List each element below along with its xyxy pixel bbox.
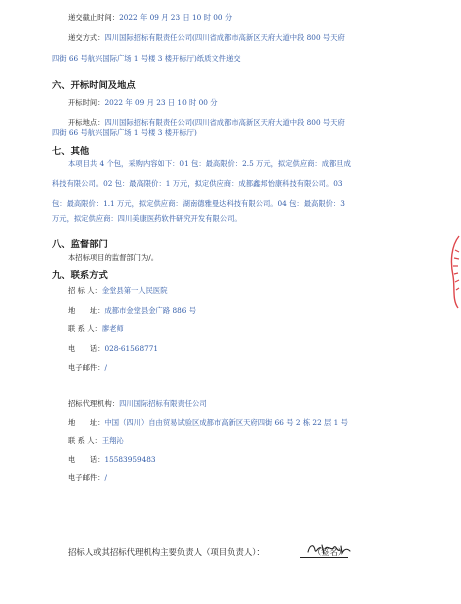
handwritten-signature xyxy=(304,540,354,558)
tenderer-address-label: 地 址： xyxy=(68,306,105,315)
agency-label: 招标代理机构： xyxy=(68,399,120,408)
agency-phone-row xyxy=(68,455,156,465)
section-9-title: 九、联系方式 xyxy=(52,270,108,281)
tenderer-contact-value: 廖老师 xyxy=(101,324,124,333)
other-line-2: 科技有限公司。02 包：最高限价：1 万元，拟定供应商：成都鑫邦怡康科技有限公司。03 xyxy=(52,179,343,188)
opening-time-label: 开标时间： xyxy=(68,98,105,107)
method-value-1: 四川国际招标有限责任公司(四川省成都市高新区天府大道中段 800 号天府 xyxy=(104,33,345,42)
opening-place-value-1: 四川国际招标有限责任公司(四川省成都市高新区天府大道中段 800 号天府 xyxy=(104,118,345,127)
agency-value: 四川国际招标有限责任公司 xyxy=(119,399,207,408)
method-line xyxy=(68,33,345,43)
signature-label: 招标人或其招标代理机构主要负责人（项目负责人）： xyxy=(68,547,265,557)
agency-email-row xyxy=(68,473,107,483)
tenderer-email-row xyxy=(68,363,107,373)
tenderer-address-value: 成都市金堂县金广路 886 号 xyxy=(104,306,197,315)
seal-stamp-fragment xyxy=(447,232,461,312)
opening-place-value-2: 四街 66 号航兴国际广场 1 号楼 3 楼开标厅) xyxy=(52,128,197,137)
section-6-title: 六、开标时间及地点 xyxy=(52,80,136,91)
agency-contact-value: 王翔沁 xyxy=(101,436,124,445)
agency-address-row xyxy=(68,418,348,428)
tenderer-email-value: / xyxy=(104,363,107,372)
tenderer-row xyxy=(68,286,168,296)
tenderer-contact-label: 联 系 人： xyxy=(68,324,102,333)
tenderer-phone-value: 028-61568771 xyxy=(104,344,159,353)
agency-address-label: 地 址： xyxy=(68,418,105,427)
tenderer-value: 金堂县第一人民医院 xyxy=(101,286,168,295)
section-7-title: 七、其他 xyxy=(52,146,90,157)
other-line-1: 本项目共 4 个包，采购内容如下：01 包：最高限价：2.5 万元，拟定供应商：成都旦成 xyxy=(68,159,351,168)
agency-email-value: / xyxy=(104,473,107,482)
method-label: 递交方式： xyxy=(68,33,105,42)
agency-contact-row xyxy=(68,436,124,446)
section-8-title: 八、监督部门 xyxy=(52,239,108,250)
opening-time-value: 2022 年 09 月 23 日 10 时 00 分 xyxy=(104,98,218,107)
tenderer-address-row xyxy=(68,306,196,316)
tenderer-email-label: 电子邮件： xyxy=(68,363,105,372)
tenderer-phone-label: 电 话： xyxy=(68,344,105,353)
agency-email-label: 电子邮件： xyxy=(68,473,105,482)
other-line-4: 万元，拟定供应商：四川美康医药软件研究开发有限公司。 xyxy=(52,214,242,223)
deadline-value: 2022 年 09 月 23 日 10 时 00 分 xyxy=(119,13,233,22)
signature-suffix: （签名） xyxy=(312,547,347,557)
deadline-line xyxy=(68,13,232,23)
other-line-3: 包：最高限价：1.1 万元，拟定供应商：湖南德雅曼达科技有限公司。04 包：最高限价：3 xyxy=(52,199,345,208)
tenderer-phone-row xyxy=(68,344,158,354)
opening-time-line xyxy=(68,98,218,108)
agency-phone-value: 15583959483 xyxy=(104,455,156,464)
method-value-2: 四街 66 号航兴国际广场 1 号楼 3 楼开标厅)纸质文件递交 xyxy=(52,54,241,63)
agency-contact-label: 联 系 人： xyxy=(68,436,102,445)
agency-row xyxy=(68,399,207,409)
opening-place-label: 开标地点： xyxy=(68,118,105,127)
tenderer-contact-row xyxy=(68,324,124,334)
supervision-text: 本招标项目的监督部门为/。 xyxy=(68,253,159,262)
tenderer-label: 招 标 人： xyxy=(68,286,102,295)
deadline-label: 递交截止时间： xyxy=(68,13,120,22)
agency-phone-label: 电 话： xyxy=(68,455,105,464)
agency-address-value: 中国（四川）自由贸易试验区成都市高新区天府四街 66 号 2 栋 22 层 1 号 xyxy=(104,418,348,427)
opening-place-line xyxy=(68,118,345,128)
